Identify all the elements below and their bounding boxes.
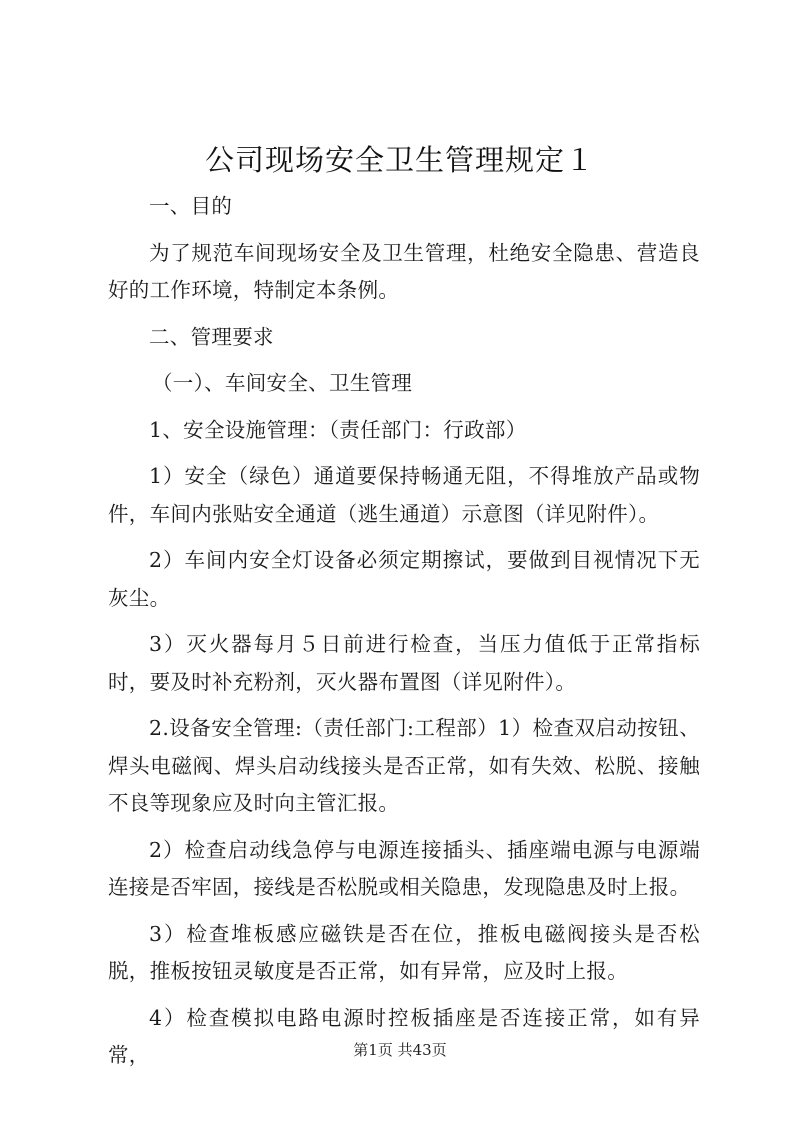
item-extinguisher: 3）灭火器每月５日前进行检查，当压力值低于正常指标时，要及时补充粉剂，灭火器布置图（详见附件）。 — [108, 632, 700, 694]
item-push-plate: 3）检查堆板感应磁铁是否在位，推板电磁阀接头是否松脱，推板按钮灵敏度是否正常，如有异常，应及时上报。 — [108, 921, 700, 983]
heading-requirements: 二、管理要求 — [149, 324, 274, 349]
item-analog-circuit: 4）检查模拟电路电源时控板插座是否连接正常，如有异常， — [108, 1005, 700, 1067]
item-safety-passage: 1）安全（绿色）通道要保持畅通无阻，不得堆放产品或物件，车间内张贴安全通道（逃生通道）示意图（详见附件）。 — [108, 464, 700, 526]
document-title: 公司现场安全卫生管理规定１ — [204, 143, 595, 177]
paragraph-purpose: 为了规范车间现场安全及卫生管理，杜绝安全隐患、营造良好的工作环境，特制定本条例。 — [108, 240, 700, 302]
subheading-workshop: （一）、车间安全、卫生管理 — [152, 371, 413, 395]
page-footer: 第1页 共43页 — [353, 1041, 447, 1059]
heading-purpose: 一、目的 — [149, 194, 233, 218]
item-equipment-safety: 2.设备安全管理:（责任部门:工程部）1）检查双启动按钮、焊头电磁阀、焊头启动线接头是否正常，如有失效、松脱、接触不良等现象应及时向主管汇报。 — [108, 716, 700, 815]
item-safety-facility: 1、安全设施管理：（责任部门：行政部） — [149, 417, 527, 442]
item-safety-light: 2）车间内安全灯设备必须定期擦试，要做到目视情况下无灰尘。 — [108, 548, 700, 610]
document-body — [108, 188, 700, 1075]
item-startup-line: 2）检查启动线急停与电源连接插头、插座端电源与电源端连接是否牢固，接线是否松脱或相关隐患，发现隐患及时上报。 — [108, 837, 700, 899]
